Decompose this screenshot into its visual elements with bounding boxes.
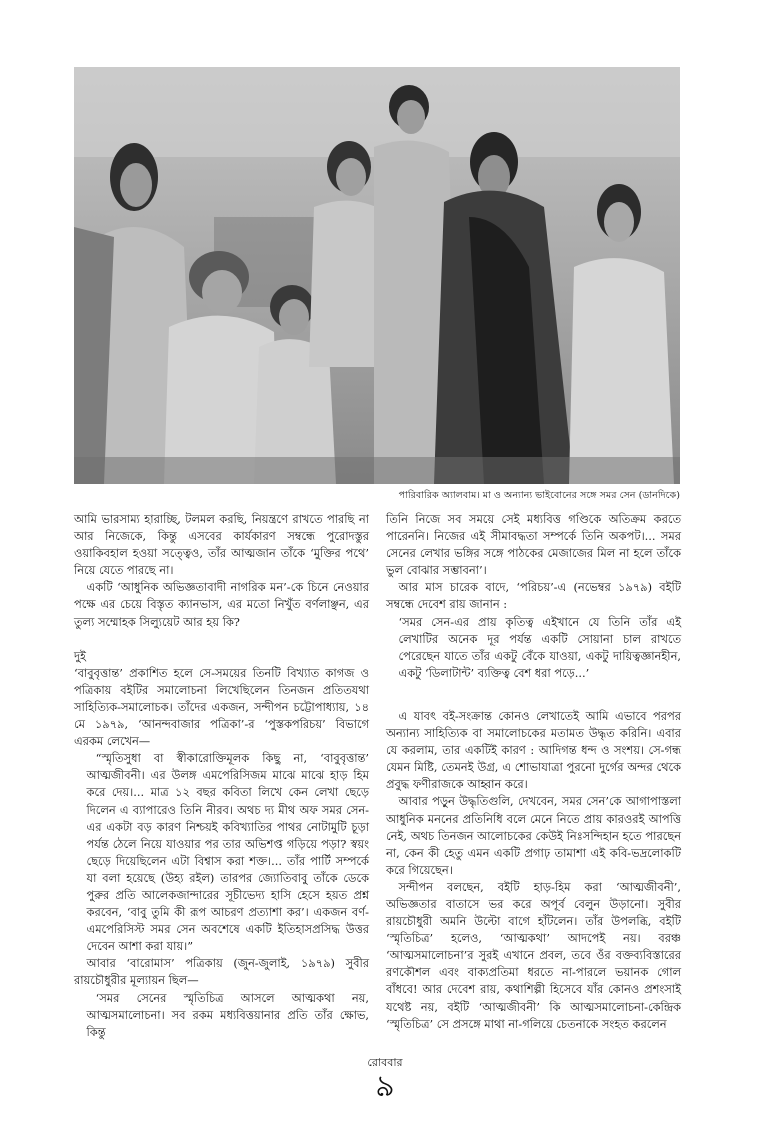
paragraph: ‘বাবুবৃত্তান্ত’ প্রকাশিত হলে সে-সময়ের তিনটি বিখ্যাত কাগজ ও পত্রিকায় বইটির সমালোচনা লিখেছিলেন তিনজন প্রতিতযথা সাহিত্যিক-সমালোচক। তাঁদের একজন, সন্দীপন চট্টোপাধ্যায়, ১৪ মে ১৯৭৯, ‘আনন্দবাজার পত্রিকা’-র ‘পুস্তকপরিচয়’ বিভাগে এরকম লেখেন— bbox=[74, 665, 369, 749]
footer-magazine-name: রোববার bbox=[367, 1056, 403, 1069]
block-quote: ‘সমর সেন-এর প্রায় কৃতিত্ব এইখানে যে তিনি তাঁর এই লেখাটির অনেক দূর পর্যন্ত একটি সোয়ানা চাল রাখতে পেরেছেন যাতে তাঁর একটু বেঁকে যাওয়া, একটু দায়িত্বজ্ঞানহীন, একটু ‘ডিলাটান্ট’ ব্যক্তিত্ব বেশ ধরা পড়ে...’ bbox=[398, 614, 681, 680]
block-quote: “স্মৃতিসুধা বা স্বীকারোক্তিমূলক কিছু না, ‘বাবুবৃত্তান্ত’ আত্মজীবনী। এর উলঙ্গ এমপেরিসিজম মাঝে মাঝে হাড় হিম করে দেয়।... মাত্র ১২ বছর কবিতা লিখে কেন লেখা ছেড়ে দিলেন এ ব্যাপারেও তিনি নীরব। অথচ দ্য মীথ অফ সমর সেন-এর একটা বড় কারণ নিশ্চয়ই কবিখ্যাতির পাথর নোটামুটি চূড়া পর্যন্ত ঠেলে নিয়ে যাওয়ার পর তার অভিশপ্ত গড়িয়ে পড়া? স্বয়ং ছেড়ে দিয়েছিলেন এটা বিশ্বাস করা শক্ত।... তাঁর পার্টি সম্পর্কে যা বলা হয়েছে (উহ্য রইল) তারপর জ্যোতিবাবু তাঁকে ডেকে পুরুর প্রতি আলেকজান্দারের সূচীভেদ্য হাসি হেসে হয়ত প্রশ্ন করবেন, ‘বাবু তুমি কী রূপ আচরণ প্রত্যাশা কর’। একজন বর্ণ-এমপেরিসিস্ট সমর সেন অবশেষে একটি ইতিহাসপ্রসিদ্ধ উত্তর দেবেন আশা করা যায়।” bbox=[86, 751, 369, 954]
paragraph: তিনি নিজে সব সময়ে সেই মধ্যবিত্ত গণ্ডিকে অতিক্রম করতে পারেননি। নিজের এই সীমাবদ্ধতা সম্পর্কে তিনি অকপট।... সমর সেনের লেখার ভঙ্গির সঙ্গে পাঠকের মেজাজের মিল না হলে তাঁকে ভুল বোঝার সম্ভাবনা’। bbox=[386, 512, 681, 578]
left-column bbox=[74, 511, 369, 1041]
family-photo bbox=[74, 67, 680, 484]
block-quote: ‘সমর সেনের স্মৃতিচিত্র আসলে আত্মকথা নয়, আত্মসমালোচনা। সব রকম মধ্যবিত্তয়ানার প্রতি তাঁর ক্ষোভ, কিন্তু bbox=[86, 990, 369, 1039]
paragraph: আর মাস চারেক বাদে, ‘পরিচয়’-এ (নভেম্বর ১৯৭৯) বইটি সম্বন্ধে দেবেশ রায় জানান : bbox=[386, 580, 681, 612]
paragraph: এ যাবৎ বই-সংক্রান্ত কোনও লেখাতেই আমি এভাবে পরপর অন্যান্য সাহিত্যিক বা সমালোচকের মতামত উদ্ধৃত করিনি। এবার যে করলাম, তার একটিই কারণ : আদিগন্ত ধন্দ ও সংশয়। সে-গন্ধ যেমন মিষ্টি, তেমনই উগ্র, এ শোভাযাত্রা পুরনো দুর্গের অন্দর থেকে প্রবুদ্ধ ফণীরাজকে আহ্বান করে। bbox=[386, 708, 681, 792]
paragraph: সন্দীপন বলছেন, বইটি হাড়-হিম করা ‘আত্মজীবনী’, অভিজ্ঞতার বাতাসে ভর করে অপূর্ব বেলুন উড়ানো। সুবীর রায়চৌধুরী অমনি উল্টো বাগে হাঁটলেন। তাঁর উপলব্ধি, বইটি ‘স্মৃতিচিত্র’ হলেও, ‘আত্মকথা’ আদপেই নয়। বরঞ্চ ‘আত্মসমালোচনা’র সুরই এখানে প্রবল, তবে ওঁর বক্তব্যবিস্তারের রণকৌশল এবং বাক্যপ্রতিমা ধরতে না-পারলে ভয়ানক গোল বাঁধবে! আর দেবেশ রায়, কথাশিল্পী হিসেবে যাঁর কোনও প্রশংসাই যথেষ্ট নয়, বইটি ‘আত্মজীবনী’ কি আত্মসমালোচনা-কেন্দ্রিক ‘স্মৃতিচিত্র’ সে প্রসঙ্গে মাথা না-গলিয়ে চেতনাকে সংহত করলেন bbox=[386, 879, 681, 1031]
family-photo-graphic bbox=[74, 67, 680, 484]
right-column bbox=[386, 511, 681, 1033]
photo-caption: পারিবারিক অ্যালবাম। মা ও অন্যান্য ভাইবোনের সঙ্গে সমর সেন (ডানদিকে) bbox=[398, 490, 680, 501]
spacer bbox=[386, 682, 681, 708]
page-number: ৯ bbox=[375, 1069, 395, 1104]
paragraph: আবার পড়ুন উদ্ধৃতিগুলি, দেখবেন, সমর সেন’কে আগাপাস্তলা আধুনিক মননের প্রতিনিধি বলে মেনে নিতে প্রায় কারওরই আপত্তি নেই, অথচ তিনজন আলোচকের কেউই নিঃসন্দিহান হতে পারছেন না, কেন কী হেতু এমন একটি প্রগাঢ় তামাশা এই কবি-ভদ্রলোকটি করে গিয়েছেন। bbox=[386, 794, 681, 877]
paragraph: আবার ‘বারোমাস’ পত্রিকায় (জুন-জুলাই, ১৯৭৯) সুবীর রায়চৌধুরীর মূল্যায়ন ছিল— bbox=[74, 956, 369, 988]
section-heading: দুই bbox=[74, 648, 86, 663]
spacer bbox=[74, 631, 369, 648]
paragraph: একটি ‘আধুনিক অভিজ্ঞতাবাদী নাগরিক মন’-কে চিনে নেওয়ার পক্ষে এর চেয়ে বিস্তৃত ক্যানভাস, এর মতো নিখুঁত বর্ণলাঞ্ছন, এর তুল্য সম্মোহক সিল্যুয়েট আর হয় কি? bbox=[74, 580, 369, 629]
paragraph: আমি ভারসাম্য হারাচ্ছি, টলমল করছি, নিয়ন্ত্রণে রাখতে পারছি না আর নিজেকে, কিন্তু এসবের কার্যকারণ সম্বন্ধে পুরোদস্তুর ওয়াকিবহাল হওয়া সত্ত্বেও, তাঁর আত্মজান তাঁকে ‘মুক্তির পথে’ নিয়ে যেতে পারছে না। bbox=[74, 512, 369, 578]
